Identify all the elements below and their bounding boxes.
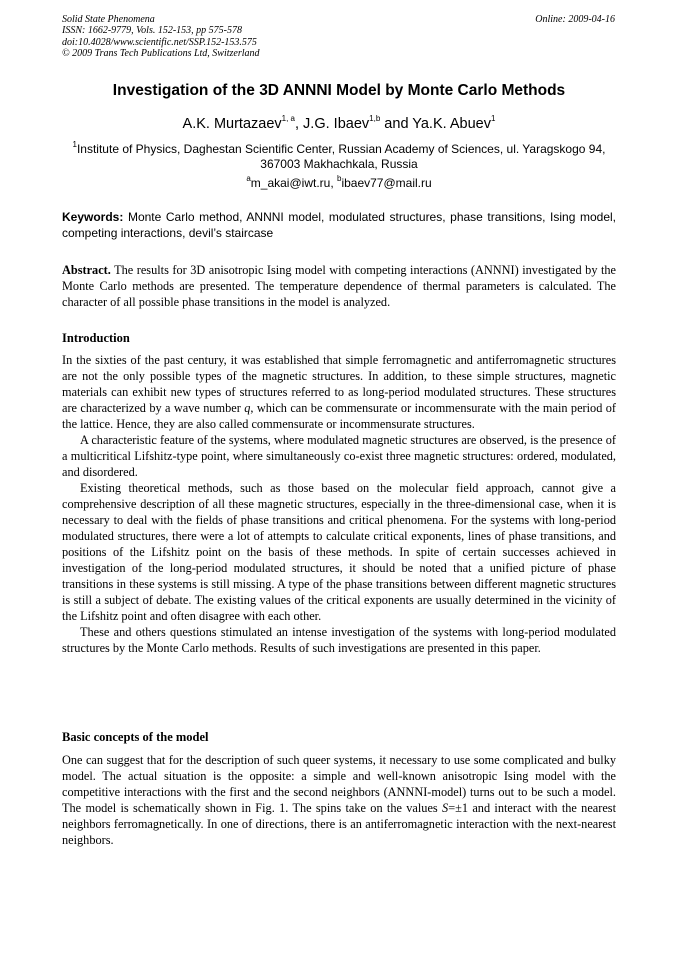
affiliation-text: Institute of Physics, Daghestan Scientific Center, Russian Academy of Sciences, ul. Yaragskogo 94, 367003 Makhachkala, Russia [76, 142, 606, 171]
abstract-text: The results for 3D anisotropic Ising model with competing interactions (ANNNI) investigated by the Monte Carlo methods are presented. The temperature dependence of thermal parameters is calculated. The character of all possible phase transitions in the model is analyzed. [62, 263, 616, 309]
paragraph-text: One can suggest that for the description of such queer systems, it necessary to use some complicated and bulky model. The actual situation is the opposite: a simple and well-known anisotropic Ising model with the competitive interactions with the first and the second neighbors (ANNNI-model) turns out to be such a model. The model is schematically shown in Fig. 1. The spins take on the values [62, 753, 616, 815]
author-list [40, 116, 638, 132]
online-date: Online: 2009-04-16 [535, 14, 615, 25]
variable-q: q [244, 401, 251, 415]
email-b[interactable]: ibaev77@mail.ru [341, 176, 432, 190]
affiliation-sup: 1 [72, 140, 77, 149]
copyright-line: © 2009 Trans Tech Publications Ltd, Switzerland [62, 48, 260, 60]
author-emails [40, 176, 638, 190]
introduction-heading: Introduction [62, 331, 130, 345]
keywords [62, 210, 616, 241]
paragraph: These and others questions stimulated an intense investigation of the systems with long-period modulated structures by the Monte Carlo methods. Results of such investigations are presented in this paper. [62, 625, 616, 655]
keywords-label: Keywords: [62, 210, 124, 224]
paragraph-text: , which can be commensurate or incommensurate with the main period of the lattice. Hence, they are also called commensurate or incommensurate structures. [62, 401, 616, 431]
issn-line: ISSN: 1662-9779, Vols. 152-153, pp 575-578 [62, 25, 242, 37]
paragraph-text: =±1 and interact with the nearest neighbors ferromagnetically. In one of directions, there is an antiferromagnetic interaction with the next-nearest neighbors. [62, 801, 616, 847]
basic-concepts-body [62, 752, 616, 848]
paragraph-text: In the sixties of the past century, it was established that simple ferromagnetic and antiferromagnetic structures are not the only possible types of the magnetic structures. In addition, to these simple structures, magnetic materials can exhibit new types of structures referred to as long-period modulated structures. These structures are characterized by a wave number [62, 353, 616, 415]
author-2: , J.G. Ibaev [295, 116, 370, 132]
doi-line[interactable]: doi:10.4028/www.scientific.net/SSP.152-153.575 [62, 36, 257, 48]
author-3-sup: 1 [491, 114, 496, 124]
email-a[interactable]: m_akai@iwt.ru, [250, 176, 337, 190]
email-b-sup: b [336, 174, 342, 183]
author-1-sup: 1, a [281, 114, 295, 124]
paragraph: Existing theoretical methods, such as those based on the molecular field approach, cannot give a comprehensive description of all these magnetic structures, especially in the three-dimensional case, when it is necessary to deal with the fields of phase transitions and critical phenomena. For the systems with long-period modulated structures, there were a lot of attempts to calculate critical exponents, lines of phase transitions, and positions of the Lifshitz point on the basis of these methods. In spite of certain successes achieved in investigation of the long-period modulated structures, it should be noted that a unified picture of phase transitions in these systems is still missing. A type of the phase transitions between different magnetic structures is still a subject of debate. The existing values of the critical exponents are usually determined in the vicinity of the Lifshitz point and often disagree with each other. [62, 481, 616, 623]
paragraph [62, 352, 616, 432]
variable-s: S [442, 801, 449, 815]
journal-header [62, 14, 260, 60]
abstract [62, 262, 616, 310]
affiliation [62, 142, 616, 172]
introduction-body [62, 352, 616, 656]
email-a-sup: a [246, 174, 251, 183]
abstract-label: Abstract. [62, 263, 111, 277]
author-3: and Ya.K. Abuev [380, 116, 491, 132]
journal-name: Solid State Phenomena [62, 14, 155, 25]
keywords-text: Monte Carlo method, ANNNI model, modulated structures, phase transitions, Ising model, competing interactions, devil’s staircase [62, 210, 616, 240]
author-2-sup: 1,b [369, 114, 381, 124]
paragraph [62, 752, 616, 848]
paragraph: A characteristic feature of the systems, where modulated magnetic structures are observed, is the presence of a multicritical Lifshitz-type point, where simultaneously co-exist three magnetic structures: ordered, modulated, and disordered. [62, 433, 616, 479]
basic-concepts-heading: Basic concepts of the model [62, 730, 209, 744]
paper-title: Investigation of the 3D ANNNI Model by Monte Carlo Methods [112, 82, 566, 99]
author-1: A.K. Murtazaev [182, 116, 282, 132]
